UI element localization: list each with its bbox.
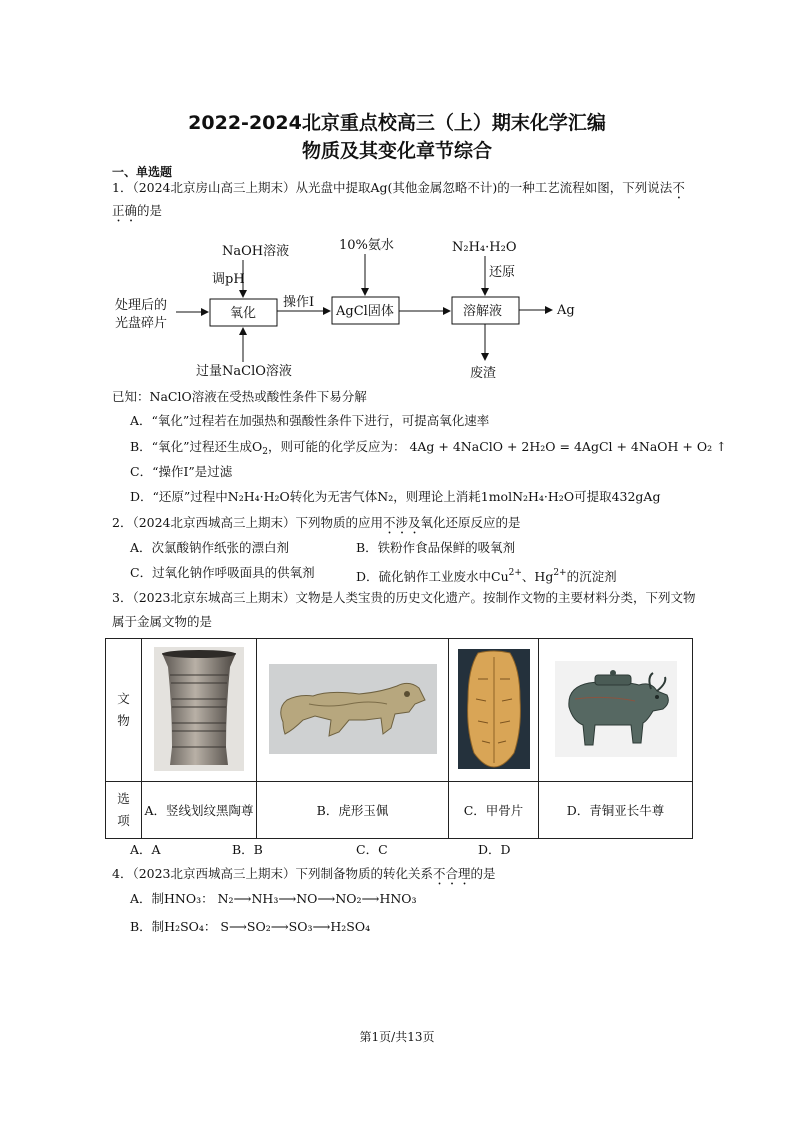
flow-box-oxidation <box>210 299 277 326</box>
q2-emphasis: 不涉及 <box>383 515 421 530</box>
q2-option-b[interactable]: B．铁粉作食品保鲜的吸氧剂 <box>356 540 516 555</box>
q4-option-b[interactable] <box>130 919 370 935</box>
q4-stem-text: 4．（2023北京西城高三上期末）下列制备物质的转化关系 <box>112 866 434 881</box>
q1-stem-line2 <box>112 203 162 225</box>
q1-option-b[interactable]: B．“氧化”过程还生成$O_2$，则可能的化学反应为： 4Ag + 4NaClO + 2H₂O = 4AgCl + 4NaOH + O₂ ↑ <box>130 439 727 457</box>
flow-box1-label: 氧化 <box>230 306 257 321</box>
q1-option-b-text: B．“氧化”过程还生成O <box>130 439 263 454</box>
flow-input-line1: 处理后的 <box>115 298 168 313</box>
q1-option-a[interactable]: A．“氧化”过程若在加强热和强酸性条件下进行，可提高氧化速率 <box>130 413 490 428</box>
flow-adjust-ph: 调pH <box>212 272 245 287</box>
page-title: 2022-2024北京重点校高三（上）期末化学汇编 <box>188 112 606 134</box>
q1-option-c[interactable]: C．“操作I”是过滤 <box>130 464 233 479</box>
flow-reagent-naclo: 过量NaClO溶液 <box>196 364 292 379</box>
q2-stem <box>112 515 521 537</box>
q3-choice-a[interactable]: A．A <box>130 842 161 857</box>
pottery-vessel-image <box>154 647 244 771</box>
q4-stem-text2: 的是 <box>470 866 496 881</box>
q1-option-b-text2: ，则可能的化学反应为： <box>267 439 406 454</box>
q4-option-b-chain: S⟶SO₂⟶SO₃⟶H₂SO₄ <box>220 919 371 934</box>
page-footer: 第1页/共13页 <box>359 1030 435 1044</box>
relics-table <box>105 638 693 839</box>
q1-emphasis-not: 不 <box>672 180 685 195</box>
flow-box2-label: AgCl固体 <box>336 304 394 319</box>
q3-table-option-d[interactable]: D．青铜亚长牛尊 <box>539 782 693 839</box>
flow-box-agcl <box>332 297 399 324</box>
row-label-option: 选 项 <box>106 782 142 839</box>
q2-option-c[interactable]: C．过氧化钠作呼吸面具的供氧剂 <box>130 565 315 580</box>
q1-option-b-equation: 4Ag + 4NaClO + 2H₂O = 4AgCl + 4NaOH + O₂ ↑ <box>409 439 727 454</box>
q4-stem <box>112 866 496 888</box>
q4-option-a-chain: N₂⟶NH₃⟶NO⟶NO₂⟶HNO₃ <box>217 891 417 906</box>
q1-stem-line1 <box>112 180 685 202</box>
flow-operation-label: 操作I <box>283 295 315 310</box>
relic-image-a <box>142 639 257 782</box>
q3-table-option-c[interactable]: C．甲骨片 <box>449 782 539 839</box>
q2-option-d-text: D．硫化钠作工业废水中Cu <box>356 569 509 584</box>
q2-option-a[interactable]: A．次氯酸钠作纸张的漂白剂 <box>130 540 290 555</box>
q1-known-note: 已知：NaClO溶液在受热或酸性条件下易分解 <box>112 389 367 404</box>
page-subtitle: 物质及其变化章节综合 <box>301 140 492 162</box>
q2-stem-text: 2．（2024北京西城高三上期末）下列物质的应用 <box>112 515 384 530</box>
q1-emphasis-correct: 正确 <box>112 203 138 218</box>
flow-waste-label: 废渣 <box>470 366 497 381</box>
q3-table-option-b[interactable]: B．虎形玉佩 <box>257 782 449 839</box>
flow-product-ag: Ag <box>557 303 575 318</box>
flow-box3-label: 溶解液 <box>463 304 503 319</box>
q4-emphasis: 不合理 <box>433 866 471 881</box>
flow-reduce-label: 还原 <box>489 265 516 280</box>
q1-option-d[interactable]: D．“还原”过程中N₂H₄·H₂O转化为无害气体N₂，则理论上消耗1molN₂H₄·H₂O可提取432gAg <box>130 489 661 504</box>
flow-reagent-naoh: NaOH溶液 <box>222 244 290 259</box>
q3-table-option-a[interactable]: A．竖线划纹黑陶尊 <box>142 782 257 839</box>
q4-option-a-label: A．制HNO₃： <box>130 891 214 906</box>
q1-stem-text2: 的是 <box>137 203 163 218</box>
q2-option-d-text3: 的沉淀剂 <box>566 569 617 584</box>
q3-choice-b[interactable]: B．B <box>232 842 263 857</box>
q2-option-d-text2: 、Hg <box>521 569 554 584</box>
q2-stem-text2: 氧化还原反应的是 <box>420 515 521 530</box>
q3-choice-d[interactable]: D．D <box>478 842 511 857</box>
section-heading: 一、单选题 <box>112 165 173 179</box>
q3-choice-c[interactable]: C．C <box>356 842 388 857</box>
relic-image-c <box>449 639 539 782</box>
q1-stem-text: 1．（2024北京房山高三上期末）从光盘中提取Ag(其他金属忽略不计)的一种工艺流程如图，下列说法 <box>112 180 673 195</box>
q4-option-a[interactable] <box>130 891 417 907</box>
q2-option-d[interactable]: D．硫化钠作工业废水中$Cu^{2+}$、$Hg^{2+}$的沉淀剂 <box>356 568 617 584</box>
flow-reagent-hydrazine: N₂H₄·H₂O <box>452 240 517 255</box>
row-label-relic: 文 物 <box>106 639 142 782</box>
oracle-bone-image <box>458 649 530 769</box>
q4-option-b-label: B．制H₂SO₄： <box>130 919 217 934</box>
relic-image-b <box>257 639 449 782</box>
q3-stem-line1: 3．（2023北京东城高三上期末）文物是人类宝贵的历史文化遗产。按制作文物的主要材料分类，下列文物 <box>112 590 696 605</box>
flow-reagent-ammonia: 10%氨水 <box>339 238 394 253</box>
bronze-ox-image <box>555 661 677 757</box>
q3-stem-line2: 属于金属文物的是 <box>112 614 213 629</box>
relic-image-d <box>539 639 693 782</box>
jade-tiger-image <box>269 664 437 754</box>
flow-box-solution <box>452 297 519 324</box>
flow-input-line2: 光盘碎片 <box>115 316 168 331</box>
